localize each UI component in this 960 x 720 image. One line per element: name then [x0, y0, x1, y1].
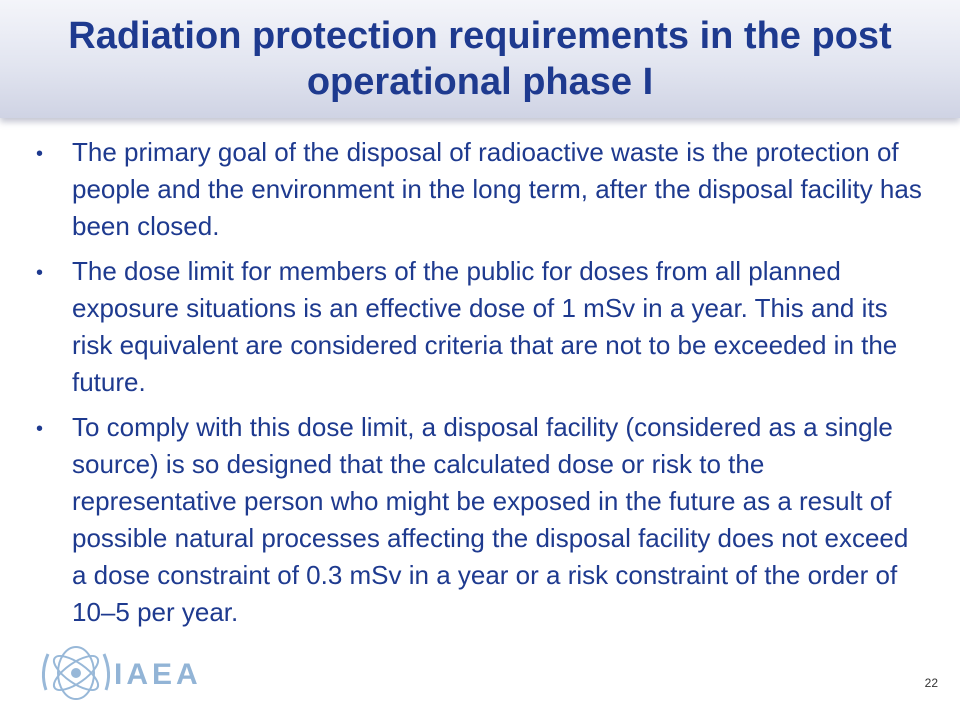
bullet-item [36, 134, 926, 245]
bullet-marker: • [36, 143, 44, 165]
page-number: 22 [924, 676, 938, 690]
bullet-text: The primary goal of the disposal of radioactive waste is the protection of people and the environment in the long term, after the disposal facility has been closed. [72, 137, 922, 241]
bullet-item [36, 253, 926, 401]
logo-text: IAEA [114, 658, 202, 691]
bullet-text: The dose limit for members of the public for doses from all planned exposure situations is an effective dose of 1 mSv in a year. This and its risk equivalent are considered criteria that are not to be exceeded in the future. [72, 256, 898, 397]
iaea-emblem-icon [36, 640, 116, 706]
bullet-marker: • [36, 418, 44, 440]
slide-title: Radiation protection requirements in the post operational phase I [68, 15, 892, 103]
bullet-list [36, 134, 926, 639]
bullet-item [36, 409, 926, 631]
bullet-marker: • [36, 262, 44, 284]
iaea-logo [36, 640, 206, 706]
bullet-text: To comply with this dose limit, a disposal facility (considered as a single source) is so designed that the calculated dose or risk to the representative person who might be exposed in the future as a result of possible natural processes affecting the disposal facility does not exceed a dose constraint of 0.3 mSv in a year or a risk constraint of the order of 10–5 per year. [72, 412, 909, 627]
